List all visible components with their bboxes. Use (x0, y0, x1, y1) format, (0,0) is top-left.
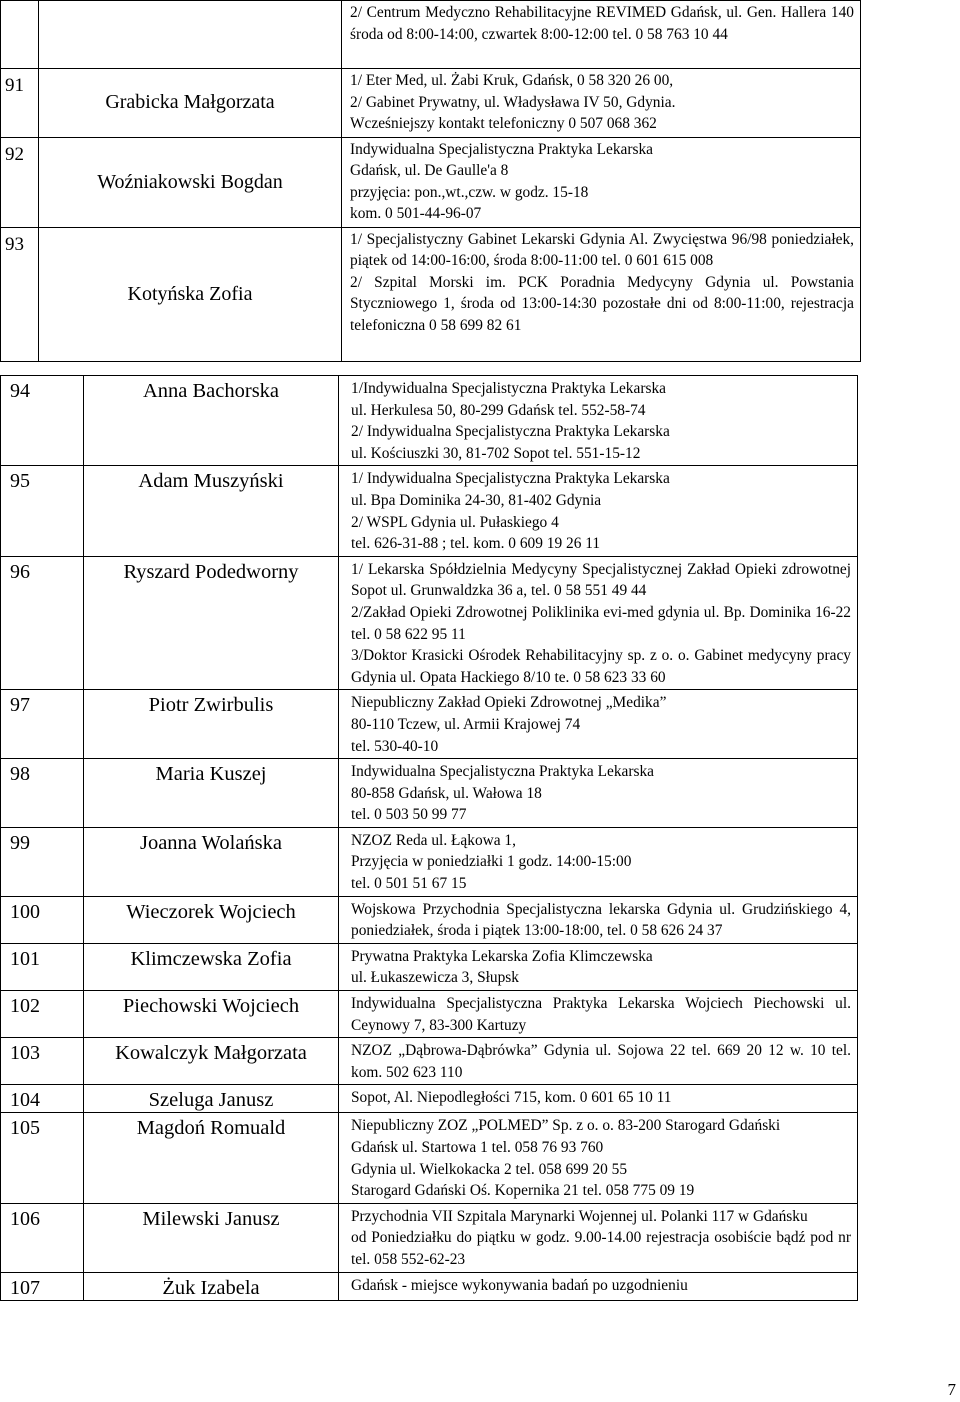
doctor-name: Żuk Izabela (84, 1272, 339, 1300)
table-row (1, 896, 858, 943)
practice-address (339, 1272, 858, 1300)
table-row (1, 690, 858, 759)
address-line: 3/Doktor Krasicki Ośrodek Rehabilitacyjny sp. z o. o. Gabinet medycyny pracy Gdynia ul. Opata Hackiego 8/10 te. 0 58 623 33 60 (351, 647, 851, 686)
address-line: Niepubliczny ZOZ „POLMED” Sp. z o. o. 83-200 Starogard Gdański (351, 1117, 781, 1135)
practice-address (339, 1038, 858, 1085)
practice-address (342, 137, 861, 227)
table-row (1, 1038, 858, 1085)
address-line: Starogard Gdański Oś. Kopernika 21 tel. 058 775 09 19 (351, 1182, 695, 1200)
entry-number: 97 (1, 690, 84, 759)
address-line: 1/ Lekarska Spółdzielnia Medycyny Specjalistycznej Zakład Opieki zdrowotnej Sopot ul. Grunwaldzka 36 a, tel. 0 58 551 49 44 (351, 560, 851, 600)
practice-address (339, 466, 858, 556)
entry-number: 105 (1, 1113, 84, 1203)
address-line: od Poniedziałku do piątku w godz. 9.00-14.00 rejestracja osobiście bądź pod nr tel. 058 552-62-23 (351, 1229, 851, 1268)
entry-number: 95 (1, 466, 84, 556)
practice-address (339, 1085, 858, 1113)
entry-number: 106 (1, 1203, 84, 1272)
address-line: 1/ Eter Med, ul. Żabi Kruk, Gdańsk, 0 58 320 26 00, (350, 72, 674, 89)
address-line: 2/ Indywidualna Specjalistyczna Praktyka Lekarska (351, 423, 670, 441)
address-line: przyjęcia: pon.,wt.,czw. w godz. 15-18 (350, 183, 589, 201)
table-row (1, 943, 858, 990)
table-row (1, 759, 858, 828)
address-line: ul. Łukaszewicza 3, Słupsk (351, 969, 519, 987)
address-line: 1/Indywidualna Specjalistyczna Praktyka Lekarska (351, 380, 666, 397)
table-row (1, 376, 858, 466)
entry-number: 99 (1, 827, 84, 896)
practice-address (339, 827, 858, 896)
practice-address (339, 991, 858, 1038)
table-row (1, 1113, 858, 1203)
address-line: Sopot, Al. Niepodległości 715, kom. 0 601 65 10 11 (351, 1089, 672, 1107)
address-line: Indywidualna Specjalistyczna Praktyka Lekarska (351, 763, 655, 781)
practice-address (342, 227, 861, 361)
doctor-name: Szeluga Janusz (84, 1085, 339, 1113)
doctors-table-top (0, 0, 861, 362)
practice-address (339, 943, 858, 990)
address-line: 1/ Indywidualna Specjalistyczna Praktyka Lekarska (351, 470, 670, 488)
entry-number: 96 (1, 556, 84, 690)
table-row (1, 1085, 858, 1113)
doctor-name: Klimczewska Zofia (84, 943, 339, 990)
address-line: tel. 626-31-88 ; tel. kom. 0 609 19 26 11 (351, 535, 601, 553)
address-line: ul. Bpa Dominika 24-30, 81-402 Gdynia (351, 491, 602, 509)
address-line: ul. Kościuszki 30, 81-702 Sopot tel. 551-15-12 (351, 444, 641, 462)
table-row (1, 991, 858, 1038)
practice-address (339, 556, 858, 690)
practice-address (339, 376, 858, 466)
entry-number: 94 (1, 376, 84, 466)
address-line: ul. Herkulesa 50, 80-299 Gdańsk tel. 552-58-74 (351, 401, 646, 419)
doctor-name: Adam Muszyński (84, 466, 339, 556)
address-line: NZOZ „Dąbrowa-Dąbrówka” Gdynia ul. Sojowa 22 tel. 669 20 12 w. 10 tel. kom. 502 623 110 (351, 1042, 851, 1081)
address-line: Niepubliczny Zakład Opieki Zdrowotnej „Medika” (351, 694, 667, 712)
practice-address (339, 1203, 858, 1272)
address-line: 1/ Specjalistyczny Gabinet Lekarski Gdynia Al. Zwycięstwa 96/98 poniedziałek, piątek od 14:00-16:00, środa 8:00-11:00 tel. 0 601 615 008 (350, 230, 854, 269)
address-line: tel. 530-40-10 (351, 737, 439, 755)
doctor-name (39, 1, 342, 69)
doctor-name: Kowalczyk Małgorzata (84, 1038, 339, 1085)
table-row (1, 137, 861, 227)
doctor-name: Ryszard Podedworny (84, 556, 339, 690)
practice-address (339, 1113, 858, 1203)
entry-number: 98 (1, 759, 84, 828)
address-line: 2/ Gabinet Prywatny, ul. Władysława IV 50, Gdynia. (350, 93, 676, 111)
entry-number: 92 (1, 137, 39, 227)
entry-number (1, 1, 39, 69)
page-number: 7 (947, 1380, 956, 1399)
entry-number: 91 (1, 69, 39, 138)
doctor-name: Woźniakowski Bogdan (39, 137, 342, 227)
address-line: 80-110 Tczew, ul. Armii Krajowej 74 (351, 715, 581, 733)
address-line: 2/ WSPL Gdynia ul. Pułaskiego 4 (351, 513, 559, 531)
doctor-name: Kotyńska Zofia (39, 227, 342, 361)
doctor-name: Piechowski Wojciech (84, 991, 339, 1038)
table-row (1, 69, 861, 138)
table-row (1, 556, 858, 690)
practice-address (339, 690, 858, 759)
address-line: 80-858 Gdańsk, ul. Wałowa 18 (351, 784, 542, 802)
address-line: 2/Zakład Opieki Zdrowotnej Poliklinika evi-med gdynia ul. Bp. Dominika 16-22 tel. 0 58 622 95 11 (351, 603, 851, 643)
table-row (1, 1, 861, 69)
address-line: Gdańsk ul. Startowa 1 tel. 058 76 93 760 (351, 1139, 604, 1156)
table-row (1, 466, 858, 556)
practice-address (342, 1, 861, 69)
entry-number: 100 (1, 896, 84, 943)
entry-number: 93 (1, 227, 39, 361)
practice-address (339, 896, 858, 943)
doctor-name: Anna Bachorska (84, 376, 339, 466)
doctor-name: Milewski Janusz (84, 1203, 339, 1272)
entry-number: 101 (1, 943, 84, 990)
address-line: Wojskowa Przychodnia Specjalistyczna lekarska Gdynia ul. Grudzińskiego 4, poniedziałek, środa i piątek 13:00-18:00, tel. 0 58 626 24 37 (351, 900, 851, 940)
doctor-name: Wieczorek Wojciech (84, 896, 339, 943)
entry-number: 107 (1, 1272, 84, 1300)
address-line: tel. 0 503 50 99 77 (351, 806, 467, 824)
doctor-name: Maria Kuszej (84, 759, 339, 828)
doctor-name: Joanna Wolańska (84, 827, 339, 896)
entry-number: 103 (1, 1038, 84, 1085)
address-line: Gdańsk - miejsce wykonywania badań po uzgodnieniu (351, 1276, 688, 1294)
address-line: 2/ Centrum Medyczno Rehabilitacyjne REVIMED Gdańsk, ul. Gen. Hallera 140 środa od 8:00-14:00, czwartek 8:00-12:00 tel. 0 58 763 10 44 (350, 4, 854, 43)
table-row (1, 1272, 858, 1300)
practice-address (339, 759, 858, 828)
address-line: Prywatna Praktyka Lekarska Zofia Klimczewska (351, 947, 653, 965)
address-line: Gdynia ul. Wielkokacka 2 tel. 058 699 20 55 (351, 1160, 628, 1178)
table-row (1, 227, 861, 361)
address-line: NZOZ Reda ul. Łąkowa 1, (351, 831, 516, 849)
address-line: Indywidualna Specjalistyczna Praktyka Lekarska (350, 140, 654, 158)
table-row (1, 1203, 858, 1272)
address-line: Indywidualna Specjalistyczna Praktyka Lekarska Wojciech Piechowski ul. Ceynowy 7, 83-300 Kartuzy (351, 995, 851, 1034)
doctor-name: Grabicka Małgorzata (39, 69, 342, 138)
doctor-name: Magdoń Romuald (84, 1113, 339, 1203)
address-line: Przyjęcia w poniedziałki 1 godz. 14:00-15:00 (351, 853, 632, 871)
address-line: 2/ Szpital Morski im. PCK Poradnia Medycyny Gdynia ul. Powstania Styczniowego 1, środa od 13:00-14:30 pozostałe dni od 8:00-11:00, rejestracja telefoniczna 0 58 699 82 61 (350, 273, 854, 334)
table-row (1, 827, 858, 896)
address-line: kom. 0 501-44-96-07 (350, 205, 482, 222)
address-line: Wcześniejszy kontakt telefoniczny 0 507 068 362 (350, 115, 657, 132)
doctors-table-bottom (0, 375, 858, 1301)
address-line: tel. 0 501 51 67 15 (351, 875, 467, 893)
entry-number: 102 (1, 991, 84, 1038)
address-line: Przychodnia VII Szpitala Marynarki Wojennej ul. Polanki 117 w Gdańsku (351, 1207, 808, 1225)
address-line: Gdańsk, ul. De Gaulle'a 8 (350, 162, 509, 179)
practice-address (342, 69, 861, 138)
entry-number: 104 (1, 1085, 84, 1113)
doctor-name: Piotr Zwirbulis (84, 690, 339, 759)
